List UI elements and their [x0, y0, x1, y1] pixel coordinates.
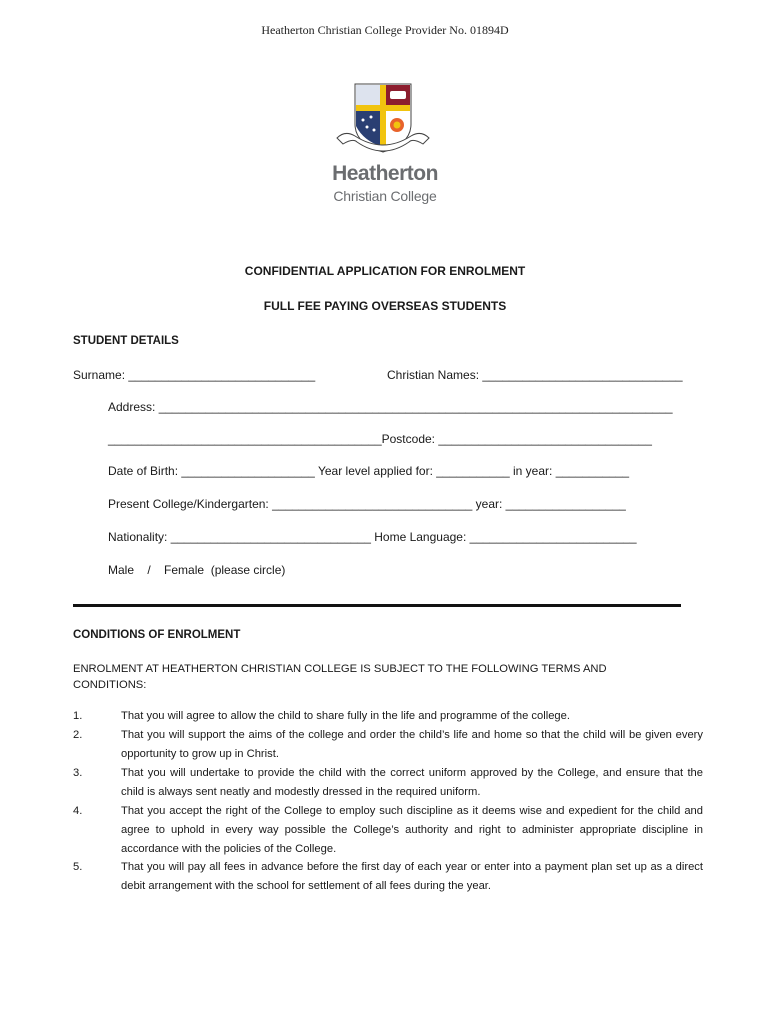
surname-field[interactable]: Surname: ____________________________ — [73, 368, 316, 382]
form-subtitle: FULL FEE PAYING OVERSEAS STUDENTS — [263, 299, 507, 313]
college-crest-logo — [333, 80, 433, 160]
condition-text: That you will agree to allow the child to share fully in the life and programme of the college. — [121, 710, 570, 722]
form-title: CONFIDENTIAL APPLICATION FOR ENROLMENT — [244, 264, 526, 278]
conditions-intro-line2: CONDITIONS: — [73, 679, 147, 691]
section-divider — [73, 604, 681, 607]
college-name-line2: Christian College — [333, 188, 437, 204]
college-name-line1: Heatherton — [332, 162, 438, 185]
provider-header: Heatherton Christian College Provider No. 01894D — [261, 23, 509, 37]
christian-names-field[interactable]: Christian Names: ______________________________ — [387, 368, 683, 382]
condition-text: That you will pay all fees in advance before the first day of each year or enter into a payment plan set up as a direct debit arrangement with the school for settlement of all fees during the year. — [121, 861, 703, 892]
address-field[interactable]: Address: _____________________________________________________________________________ — [108, 400, 673, 414]
nationality-language-field[interactable]: Nationality: ______________________________ Home Language: _________________________ — [108, 530, 637, 544]
present-college-field[interactable]: Present College/Kindergarten: ______________________________ year: __________________ — [108, 497, 626, 511]
condition-number: 2. — [73, 729, 83, 741]
condition-text: That you accept the right of the College to employ such discipline as it deems wise and expedient for the child and agree to uphold in every way possible the College’s authority and right to administer appropriate discipline in accordance with the policies of the College. — [121, 805, 703, 855]
condition-text: That you will support the aims of the college and order the child’s life and home so that the child will be given every opportunity to grow up in Christ. — [121, 729, 703, 760]
address-postcode-field[interactable]: _________________________________________Postcode: ________________________________ — [108, 432, 652, 446]
conditions-heading: CONDITIONS OF ENROLMENT — [73, 629, 241, 641]
student-details-heading: STUDENT DETAILS — [73, 335, 179, 347]
gender-field[interactable]: Male / Female (please circle) — [108, 563, 286, 577]
dob-year-level-field[interactable]: Date of Birth: ____________________ Year level applied for: ___________ in year: ___________ — [108, 464, 630, 478]
condition-number: 3. — [73, 767, 83, 779]
condition-number: 5. — [73, 861, 83, 873]
condition-number: 1. — [73, 710, 83, 722]
condition-number: 4. — [73, 805, 83, 817]
condition-text: That you will undertake to provide the child with the correct uniform approved by the College, and ensure that the child is always sent neatly and modestly dressed in the required uniform. — [121, 767, 703, 798]
conditions-intro-line1: ENROLMENT AT HEATHERTON CHRISTIAN COLLEGE IS SUBJECT TO THE FOLLOWING TERMS AND — [73, 663, 607, 675]
conditions-intro — [73, 661, 607, 693]
